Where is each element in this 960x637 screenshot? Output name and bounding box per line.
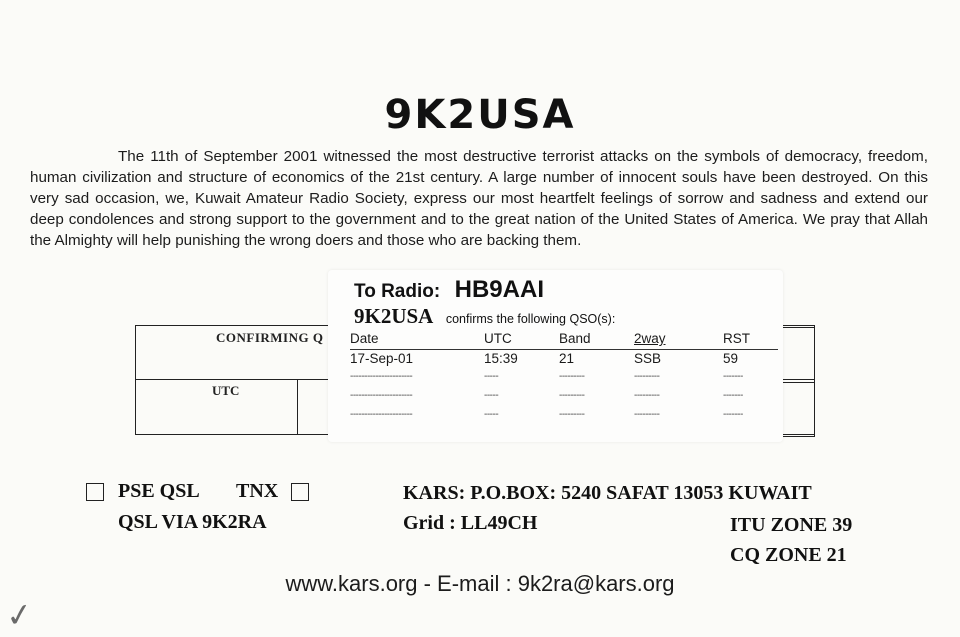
itu-zone: ITU ZONE 39 [730, 514, 853, 536]
cell-band: 21 [559, 351, 575, 366]
to-radio-callsign: HB9AAI [454, 276, 544, 303]
table-row [350, 350, 778, 369]
cell-band: --------- [559, 371, 585, 382]
tnx-checkbox-icon [291, 483, 309, 501]
header-date: Date [350, 331, 379, 346]
cell-rst: 59 [723, 351, 739, 366]
cell-2way: --------- [634, 390, 660, 401]
qso-table [350, 330, 778, 426]
confirming-label: CONFIRMING Q [216, 330, 324, 345]
cell-utc: 15:39 [484, 351, 518, 366]
table-row [350, 407, 778, 426]
confirm-text: confirms the following QSO(s): [445, 312, 616, 326]
cell-date: 17-Sep-01 [350, 351, 414, 366]
cell-date: ---------------------- [350, 390, 413, 401]
cq-zone: CQ ZONE 21 [730, 544, 847, 566]
qso-sticker-label [328, 270, 783, 442]
box-line-right-top [783, 327, 815, 328]
box-line-right-bottom [783, 436, 815, 437]
cell-band: --------- [559, 409, 585, 420]
cell-2way: --------- [634, 371, 660, 382]
cell-utc: ----- [484, 390, 499, 401]
cell-utc: ----- [484, 371, 499, 382]
checkmark-icon: ✓ [3, 594, 36, 636]
tnx-label: TNX [236, 480, 279, 502]
grid-locator: Grid : LL49CH [403, 512, 538, 534]
header-2way: 2way [634, 331, 666, 346]
cell-utc: ----- [484, 409, 499, 420]
box-column-divider [297, 379, 298, 434]
cell-date: ---------------------- [350, 409, 413, 420]
confirm-row [354, 304, 615, 329]
cell-date: ---------------------- [350, 371, 413, 382]
cell-rst: ------- [723, 409, 743, 420]
to-radio-text: To Radio: [354, 281, 441, 302]
header-utc: UTC [484, 331, 512, 346]
header-rst: RST [723, 331, 750, 346]
header-band: Band [559, 331, 591, 346]
cell-rst: ------- [723, 371, 743, 382]
table-row [350, 369, 778, 388]
address-line: KARS: P.O.BOX: 5240 SAFAT 13053 KUWAIT [403, 482, 812, 504]
qso-table-header [350, 330, 778, 350]
condolence-message: The 11th of September 2001 witnessed the most destructive terrorist attacks on the symbols of democracy, freedom, human civilization and structure of economics of the 21st century. A large number of innocent souls have been destroyed. On this very sad occasion, we, Kuwait Amateur Radio Society, express our most heartfelt feelings of sorrow and sadness and extend our deep condolences and strong support to the government and to the great nation of the United States of America. We pray that Allah the Almighty will help punishing the wrong doers and those who are backing them. [30, 148, 928, 249]
table-row [350, 388, 778, 407]
qsl-via-label: QSL VIA 9K2RA [118, 511, 267, 533]
pse-qsl-label: PSE QSL [118, 480, 200, 502]
to-radio-row [354, 276, 544, 304]
contact-footer: www.kars.org - E-mail : 9k2ra@kars.org [285, 571, 675, 596]
cell-rst: ------- [723, 390, 743, 401]
cell-2way: --------- [634, 409, 660, 420]
cell-band: --------- [559, 390, 585, 401]
pse-qsl-checkbox-icon [86, 483, 104, 501]
box-line-right-mid [783, 382, 815, 383]
utc-label: UTC [212, 383, 240, 398]
card-callsign-title: 9K2USA [384, 92, 576, 138]
cell-2way: SSB [634, 351, 662, 366]
box-line-right-edge [814, 327, 815, 437]
confirm-callsign: 9K2USA [354, 304, 434, 328]
